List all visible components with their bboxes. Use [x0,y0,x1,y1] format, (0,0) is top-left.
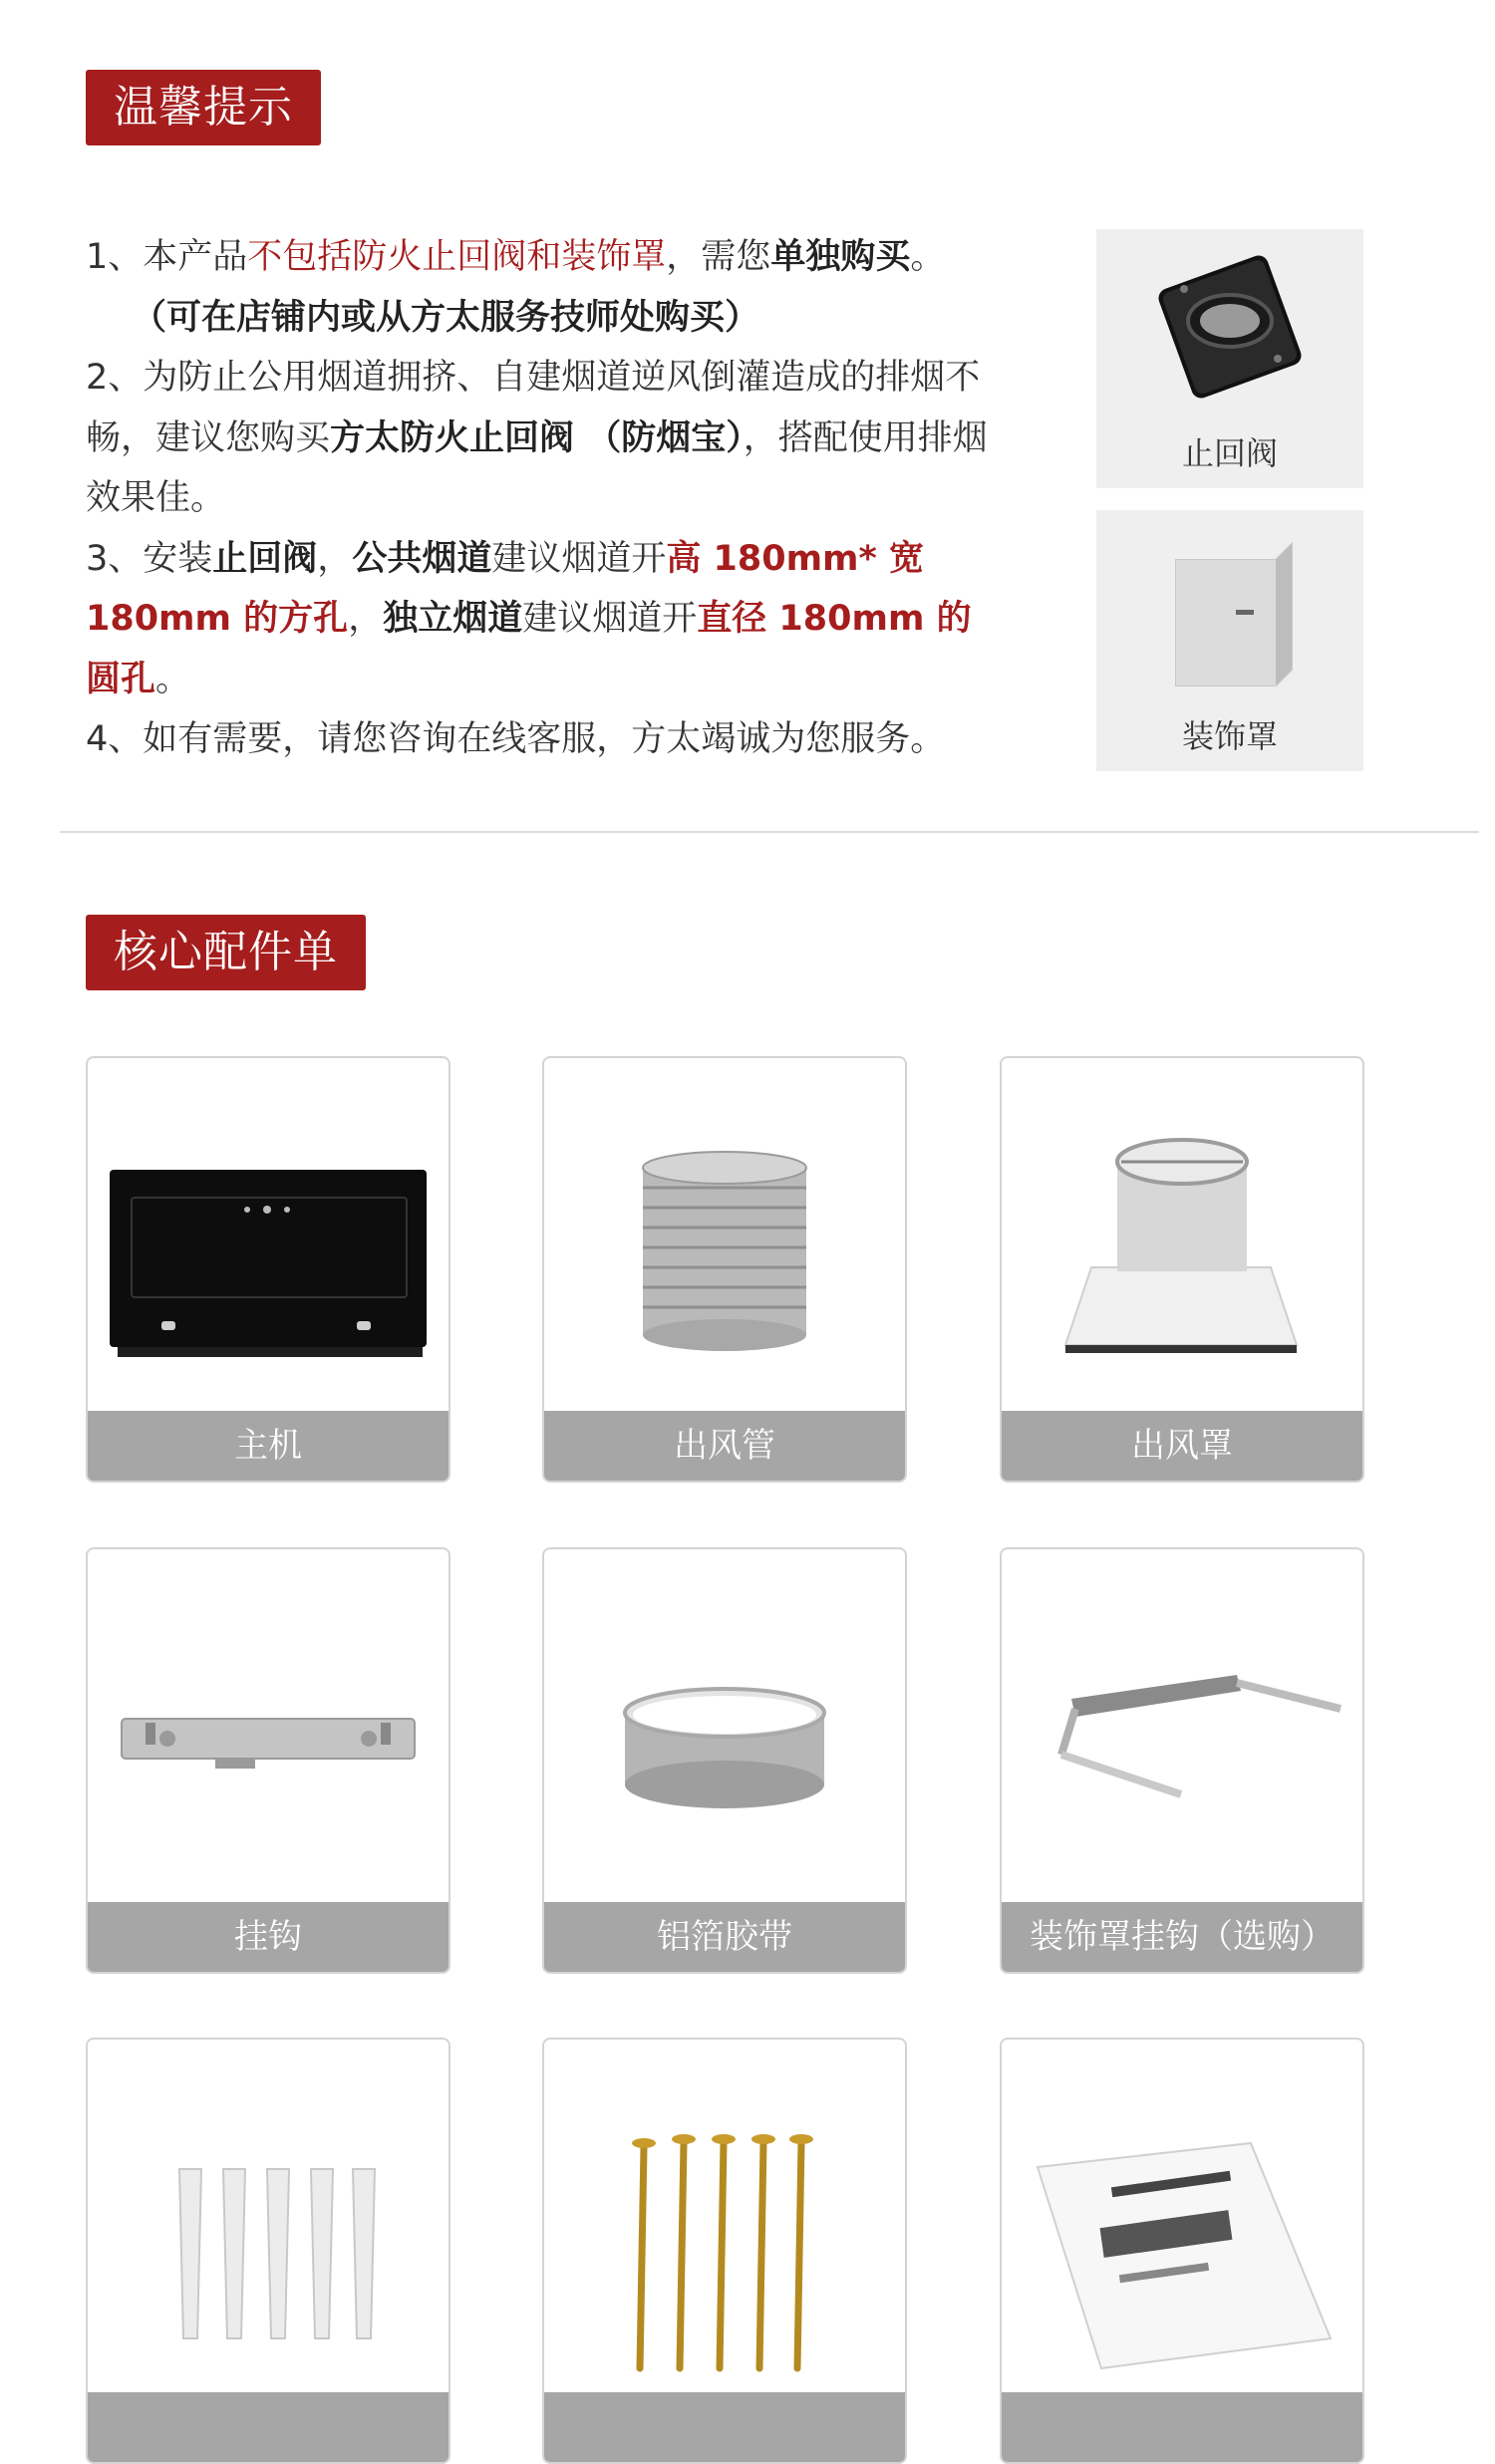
outlet-cover-image [1002,1058,1362,1411]
part-card-outlet-cover [1000,1056,1364,1483]
check-valve-card [1096,229,1363,488]
tip-line-2: 2、为防止公用烟道拥挤、自建烟道逆风倒灌造成的排烟不畅，建议您购买方太防火止回阀 （防烟宝），搭配使用排烟效果佳。 [86,358,988,518]
part-label: 挂钩 [88,1902,448,1972]
screws-image [544,2040,905,2392]
part-card-hook [86,1547,450,1974]
decorative-cover-label: 装饰罩 [1181,717,1278,755]
part-card-foil-tape [542,1547,907,1974]
tip-line-3: 3、安装止回阀，公共烟道建议烟道开高 180mm* 宽 180mm 的方孔，独立烟道建议烟道开直径 180mm 的圆孔。 [86,538,972,699]
section-divider [60,831,1479,833]
parts-section-title: 核心配件单 [86,915,366,990]
tip-line-1: 1、本产品不包括防火止回阀和装饰罩，需您单独购买。 [86,237,946,277]
decorative-cover-image [1096,510,1363,711]
foil-tape-image [544,1549,905,1902]
part-card-manual [1000,2038,1364,2464]
tip-line-4: 4、如有需要，请您咨询在线客服，方太竭诚为您服务。 [86,719,946,759]
part-card-main-unit [86,1056,450,1483]
range-hood-image [88,1058,448,1411]
hook-bracket-image [88,1549,448,1902]
part-label: 铝箔胶带 [544,1902,905,1972]
wall-anchors-image [88,2040,448,2392]
part-label: 出风罩 [1002,1411,1362,1481]
check-valve-image [1096,229,1363,428]
manual-image [1002,2040,1362,2392]
part-label: 主机 [88,1411,448,1481]
cover-hook-image [1002,1549,1362,1902]
decorative-cover-card [1096,510,1363,771]
exhaust-duct-image [544,1058,905,1411]
part-label [1002,2392,1362,2462]
part-label [88,2392,448,2462]
part-card-exhaust-duct [542,1056,907,1483]
tip-line-1b: （可在店铺内或从方太服务技师处购买） [132,297,760,338]
part-card-screws [542,2038,907,2464]
tips-section-title: 温馨提示 [86,70,321,145]
tips-text [86,227,1003,770]
check-valve-label: 止回阀 [1181,434,1278,472]
part-label: 出风管 [544,1411,905,1481]
part-card-wall-anchors [86,2038,450,2464]
part-label: 装饰罩挂钩（选购） [1002,1902,1362,1972]
part-label [544,2392,905,2462]
part-card-cover-hook [1000,1547,1364,1974]
